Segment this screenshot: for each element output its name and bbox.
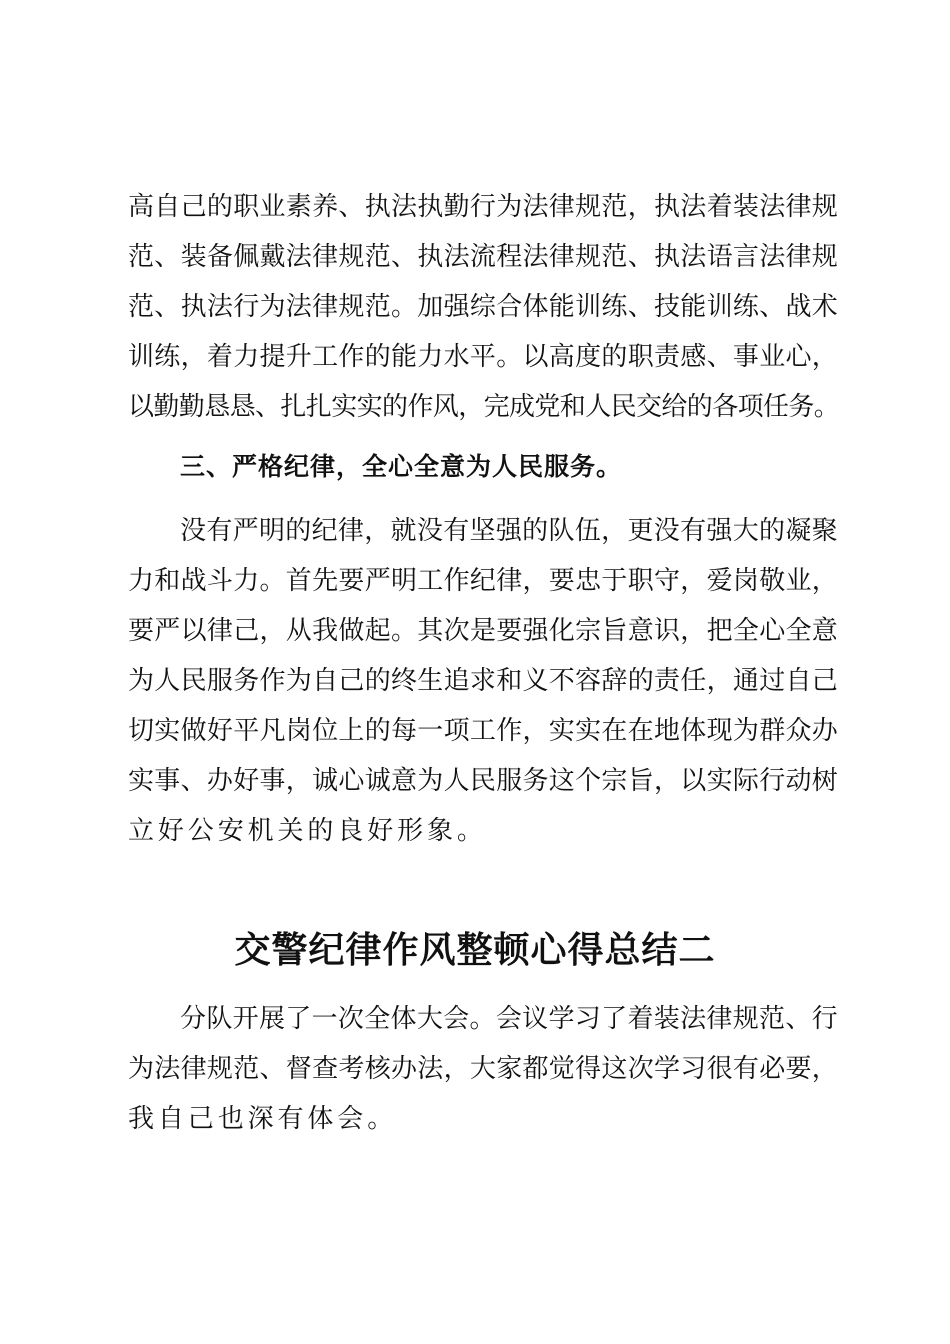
- section-heading: 三、严格纪律，全心全意为人民服务。: [180, 452, 623, 481]
- paragraph-1-line-5: 以勤勤恳恳、扎扎实实的作风，完成党和人民交给的各项任务。: [128, 392, 840, 422]
- paragraph-3-line-2: 为法律规范、督查考核办法，大家都觉得这次学习很有必要，: [128, 1054, 839, 1084]
- paragraph-2-line-7: 立好公安机关的良好形象。: [128, 816, 487, 846]
- paragraph-2-line-6: 实事、办好事，诚心诚意为人民服务这个宗旨，以实际行动树: [128, 766, 839, 796]
- paragraph-1-line-4: 训练，着力提升工作的能力水平。以高度的职责感、事业心，: [128, 342, 839, 372]
- paragraph-1-line-2: 范、装备佩戴法律规范、执法流程法律规范、执法语言法律规: [128, 242, 839, 272]
- paragraph-2-line-5: 切实做好平凡岗位上的每一项工作，实实在在地体现为群众办: [128, 716, 839, 746]
- paragraph-2-line-3: 要严以律己，从我做起。其次是要强化宗旨意识，把全心全意: [128, 616, 839, 646]
- paragraph-2-line-2: 力和战斗力。首先要严明工作纪律，要忠于职守，爱岗敬业，: [128, 566, 839, 596]
- paragraph-1-line-1: 高自己的职业素养、执法执勤行为法律规范，执法着装法律规: [128, 192, 839, 222]
- paragraph-2-line-1: 没有严明的纪律，就没有坚强的队伍，更没有强大的凝聚: [180, 516, 838, 546]
- paragraph-3-line-3: 我自己也深有体会。: [128, 1104, 398, 1134]
- document-title: 交警纪律作风整顿心得总结二: [234, 929, 716, 971]
- paragraph-3-line-1: 分队开展了一次全体大会。会议学习了着装法律规范、行: [180, 1004, 838, 1034]
- paragraph-2-line-4: 为人民服务作为自己的终生追求和义不容辞的责任，通过自己: [128, 666, 839, 696]
- paragraph-1-line-3: 范、执法行为法律规范。加强综合体能训练、技能训练、战术: [128, 292, 839, 322]
